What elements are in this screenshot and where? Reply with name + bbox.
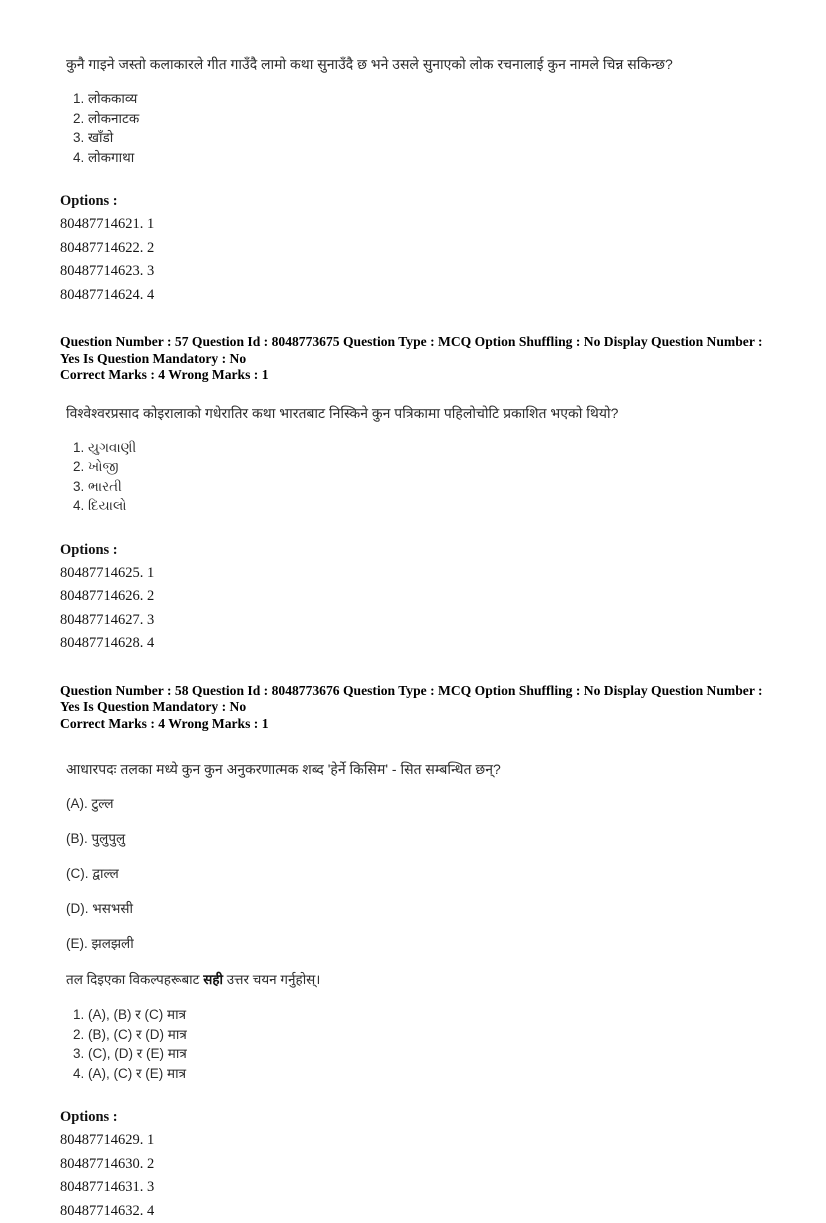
option-id-item: 80487714629. 1 [60, 1129, 768, 1153]
option-id-item: 80487714623. 3 [60, 260, 768, 284]
option-id-list [60, 1129, 768, 1223]
option-id-item: 80487714631. 3 [60, 1176, 768, 1200]
choice-item: 2. (B), (C) र (D) मात्र [73, 1025, 768, 1045]
choice-item: 4. (A), (C) र (E) मात्र [73, 1064, 768, 1084]
marks-line: Correct Marks : 4 Wrong Marks : 1 [60, 367, 768, 384]
choice-item: 3. (C), (D) र (E) मात्र [73, 1044, 768, 1064]
question-block-58 [60, 683, 768, 1223]
option-id-item: 80487714625. 1 [60, 562, 768, 586]
choice-item: 4. लोकगाथा [73, 148, 768, 168]
question-meta [60, 334, 768, 384]
option-id-item: 80487714624. 4 [60, 284, 768, 308]
question-text: विश्वेश्वरप्रसाद कोइरालाको गधेरातिर कथा भारतबाट निस्किने कुन पत्रिकामा पहिलोचोटि प्रकाशित भएको थियो? [66, 403, 768, 423]
options-heading: Options : [60, 1109, 768, 1126]
choice-item: 2. ખોજી [73, 457, 768, 477]
statement-item: (D). भसभसी [66, 899, 768, 919]
question-meta [60, 683, 768, 733]
option-id-item: 80487714627. 3 [60, 609, 768, 633]
choice-list [73, 89, 768, 167]
question-text: आधारपदः तलका मध्ये कुन कुन अनुकरणात्मक शब्द 'हेर्ने किसिम' - सित सम्बन्धित छन्? [66, 759, 768, 779]
option-id-list [60, 562, 768, 656]
instruction-suffix: उत्तर चयन गर्नुहोस्। [223, 972, 320, 987]
question-block-57 [60, 334, 768, 656]
choice-item: 1. યુગવાણી [73, 438, 768, 458]
choice-list [73, 1005, 768, 1083]
statement-item: (A). टुल्ल [66, 794, 768, 814]
question-text: कुनै गाइने जस्तो कलाकारले गीत गाउँदै लामो कथा सुनाउँदै छ भने उसले सुनाएको लोक रचनालाई कुन नामले चिन्न सकिन्छ? [66, 54, 768, 74]
statement-item: (C). द्वाल्ल [66, 864, 768, 884]
choice-item: 3. ભારતી [73, 477, 768, 497]
option-id-item: 80487714630. 2 [60, 1153, 768, 1177]
instruction-bold-word: सही [203, 972, 223, 987]
options-heading: Options : [60, 193, 768, 210]
options-heading: Options : [60, 542, 768, 559]
question-meta-line: Question Number : 58 Question Id : 8048773676 Question Type : MCQ Option Shuffling : No Display Question Number : Yes Is Question Mandatory : No [60, 683, 768, 716]
option-id-item: 80487714628. 4 [60, 632, 768, 656]
choice-item: 2. लोकनाटक [73, 109, 768, 129]
statement-item: (E). झलझली [66, 934, 768, 954]
instruction-line [66, 970, 768, 990]
choice-item: 1. (A), (B) र (C) मात्र [73, 1005, 768, 1025]
statement-list [66, 794, 768, 954]
choice-item: 3. खाँडो [73, 128, 768, 148]
option-id-list [60, 213, 768, 307]
option-id-item: 80487714632. 4 [60, 1200, 768, 1223]
option-id-item: 80487714626. 2 [60, 585, 768, 609]
choice-list [73, 438, 768, 516]
statement-item: (B). पुलुपुलु [66, 829, 768, 849]
choice-item: 1. लोककाव्य [73, 89, 768, 109]
question-meta-line: Question Number : 57 Question Id : 8048773675 Question Type : MCQ Option Shuffling : No Display Question Number : Yes Is Question Mandatory : No [60, 334, 768, 367]
option-id-item: 80487714621. 1 [60, 213, 768, 237]
choice-item: 4. દિયાલો [73, 496, 768, 516]
question-block-56 [60, 54, 768, 307]
instruction-prefix: तल दिइएका विकल्पहरूबाट [66, 972, 203, 987]
marks-line: Correct Marks : 4 Wrong Marks : 1 [60, 716, 768, 733]
option-id-item: 80487714622. 2 [60, 237, 768, 261]
